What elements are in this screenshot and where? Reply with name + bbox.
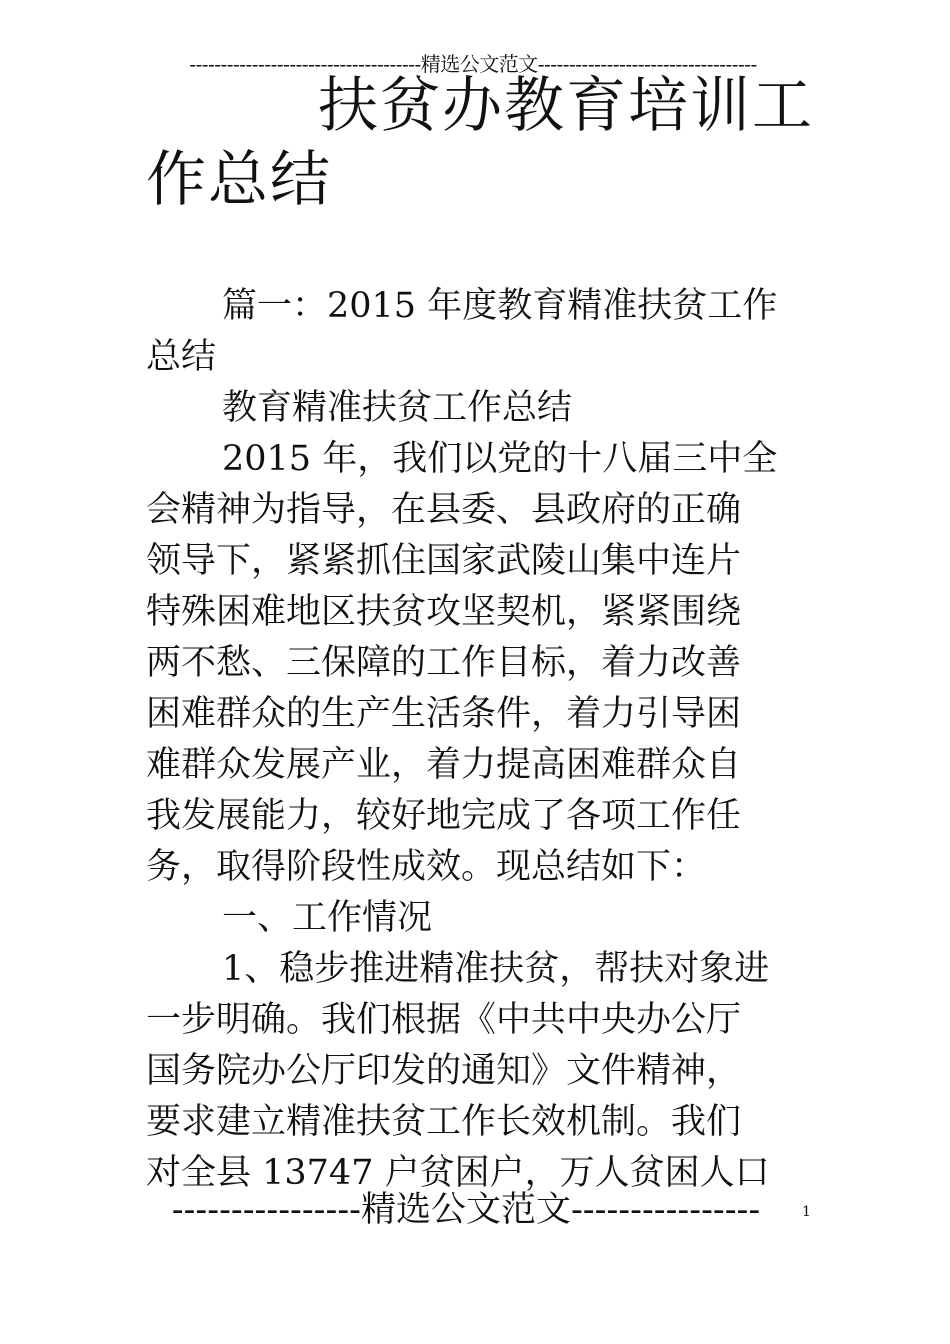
page-number: 1 — [802, 1204, 811, 1220]
paragraph-line: 困难群众的生产生活条件，着力引导困 — [146, 694, 742, 734]
paragraph-line: 我发展能力，较好地完成了各项工作任 — [146, 796, 742, 836]
section-heading-work: 一、工作情况 — [222, 898, 433, 938]
paragraph-line: 会精神为指导，在县委、县政府的正确 — [146, 490, 742, 530]
paragraph-line: 1、稳步推进精准扶贫，帮扶对象进 — [222, 949, 770, 989]
paragraph-line: 要求建立精准扶贫工作长效机制。我们 — [146, 1102, 742, 1142]
paragraph-line: 对全县 13747 户贫困户，万人贫困人口 — [146, 1153, 770, 1193]
paragraph-line: 两不愁、三保障的工作目标，着力改善 — [146, 643, 742, 683]
paragraph-line: 难群众发展产业，着力提高困难群众自 — [146, 745, 742, 785]
document-title-line-2: 作总结 — [146, 145, 332, 215]
document-body — [146, 281, 816, 1199]
page-header: -------------------------------------精选公文范文----------------------------------- — [189, 52, 757, 76]
document-title-line-1: 扶贫办教育培训工 — [318, 71, 814, 141]
paragraph-line: 务，取得阶段性成效。现总结如下： — [146, 847, 707, 887]
paragraph-line: 领导下，紧紧抓住国家武陵山集中连片 — [146, 541, 742, 581]
subtitle: 教育精准扶贫工作总结 — [222, 388, 573, 428]
paragraph-line: 一步明确。我们根据《中共中央办公厅 — [146, 1000, 742, 1040]
paragraph-line: 国务院办公厅印发的通知》文件精神， — [146, 1051, 742, 1091]
page-footer: ----------------精选公文范文---------------- — [171, 1190, 761, 1230]
paragraph-line: 特殊困难地区扶贫攻坚契机，紧紧围绕 — [146, 592, 742, 632]
paragraph-line: 2015 年，我们以党的十八届三中全 — [222, 439, 778, 479]
section-heading-continued: 总结 — [146, 337, 217, 377]
section-heading: 篇一：2015 年度教育精准扶贫工作 — [222, 286, 778, 326]
